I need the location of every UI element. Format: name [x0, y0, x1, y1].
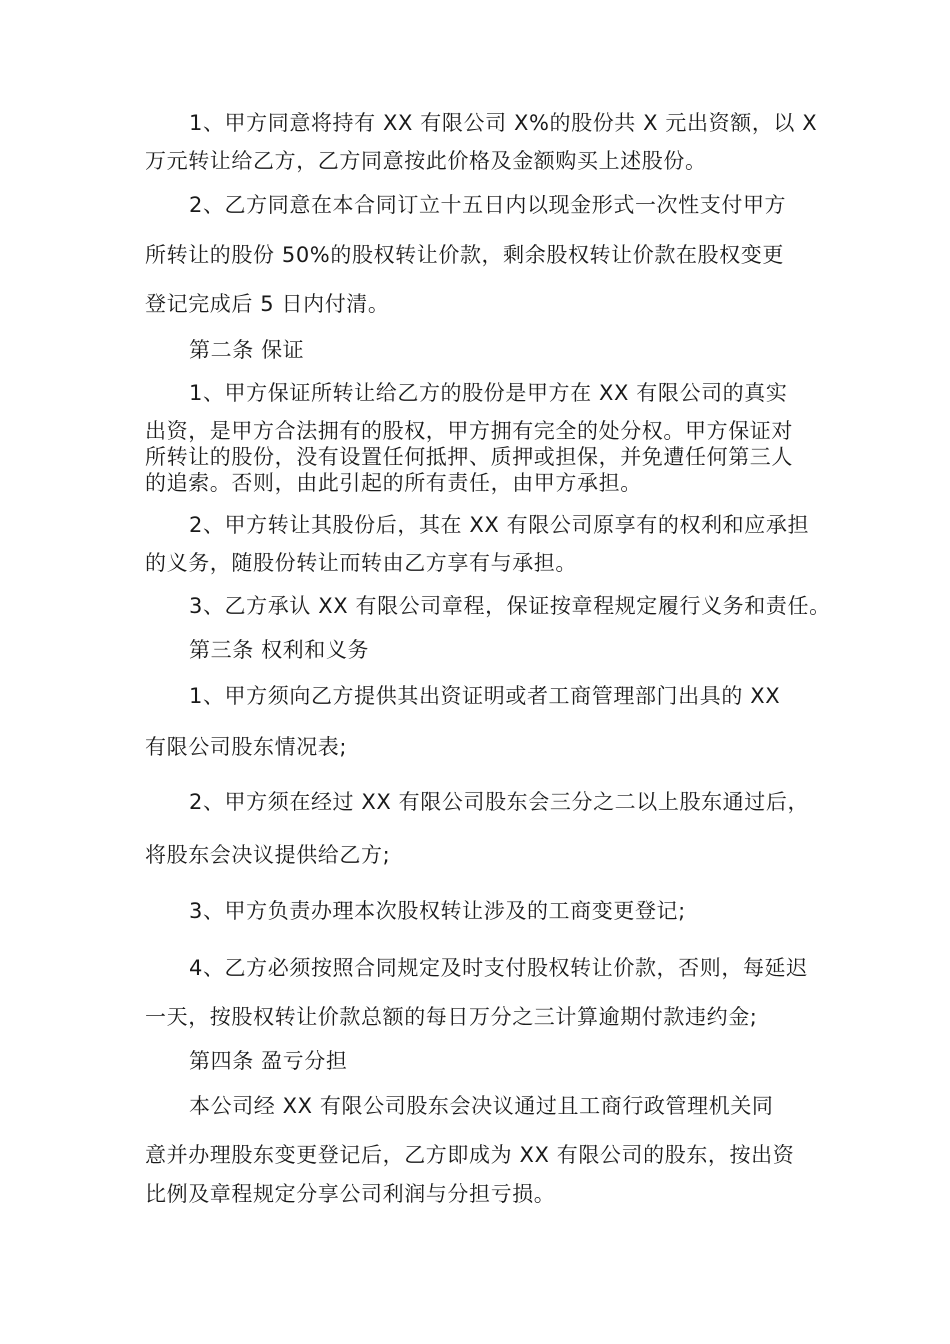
clause-3-1-line-2: 有限公司股东情况表;	[145, 735, 348, 759]
clause-2-2-line-1: 2、甲方转让其股份后，其在 XX 有限公司原享有的权利和应承担	[189, 513, 810, 537]
clause-3-3: 3、甲方负责办理本次股权转让涉及的工商变更登记;	[189, 899, 686, 923]
clause-3-1-line-1: 1、甲方须向乙方提供其出资证明或者工商管理部门出具的 XX	[189, 684, 781, 708]
article-3-heading: 第三条 权利和义务	[189, 638, 370, 662]
clause-1-2-line-1: 2、乙方同意在本合同订立十五日内以现金形式一次性支付甲方	[189, 193, 787, 217]
article-4-heading: 第四条 盈亏分担	[189, 1049, 348, 1073]
clause-2-1-line-3: 所转让的股份，没有设置任何抵押、质押或担保，并免遭任何第三人	[145, 445, 793, 469]
clause-3-2-line-2: 将股东会决议提供给乙方;	[145, 843, 391, 867]
clause-2-1-line-1: 1、甲方保证所转让给乙方的股份是甲方在 XX 有限公司的真实	[189, 381, 788, 405]
article-2-heading: 第二条 保证	[189, 338, 305, 362]
article-4-para-line-1: 本公司经 XX 有限公司股东会决议通过且工商行政管理机关同	[189, 1094, 774, 1118]
clause-2-1-line-2: 出资，是甲方合法拥有的股权，甲方拥有完全的处分权。甲方保证对	[145, 419, 793, 443]
clause-3-4-line-1: 4、乙方必须按照合同规定及时支付股权转让价款，否则，每延迟	[189, 956, 808, 980]
clause-1-1-line-1: 1、甲方同意将持有 XX 有限公司 X%的股份共 X 元出资额，以 X	[189, 111, 818, 135]
clause-2-3: 3、乙方承认 XX 有限公司章程，保证按章程规定履行义务和责任。	[189, 594, 831, 618]
article-4-para-line-3: 比例及章程规定分享公司利润与分担亏损。	[145, 1182, 556, 1206]
clause-1-2-line-3: 登记完成后 5 日内付清。	[145, 292, 390, 316]
clause-1-1-line-2: 万元转让给乙方，乙方同意按此价格及金额购买上述股份。	[145, 149, 707, 173]
clause-1-2-line-2: 所转让的股份 50%的股权转让价款，剩余股权转让价款在股权变更	[145, 243, 784, 267]
article-4-para-line-2: 意并办理股东变更登记后，乙方即成为 XX 有限公司的股东，按出资	[145, 1143, 795, 1167]
clause-3-2-line-1: 2、甲方须在经过 XX 有限公司股东会三分之二以上股东通过后，	[189, 790, 810, 814]
clause-2-1-line-4: 的追索。否则，由此引起的所有责任，由甲方承担。	[145, 471, 642, 495]
clause-3-4-line-2: 一天，按股权转让价款总额的每日万分之三计算逾期付款违约金;	[145, 1005, 758, 1029]
clause-2-2-line-2: 的义务，随股份转让而转由乙方享有与承担。	[145, 551, 577, 575]
